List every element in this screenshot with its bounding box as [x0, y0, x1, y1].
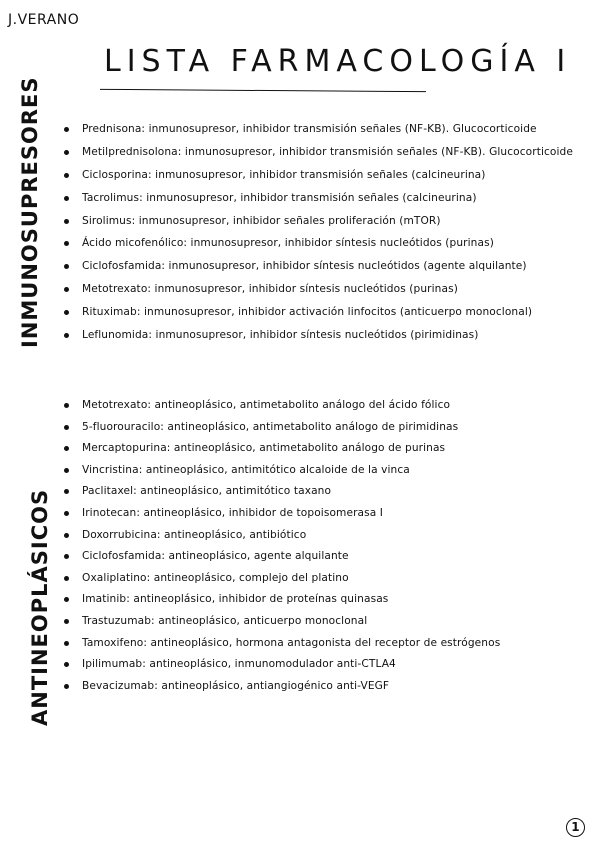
bullet-icon — [64, 554, 69, 559]
bullet-icon — [64, 241, 69, 246]
bullet-icon — [64, 619, 69, 624]
list-item-text: Oxaliplatino: antineoplásico, complejo del platino — [82, 571, 349, 584]
inmunosupresores-list — [58, 118, 573, 347]
list-item — [58, 118, 573, 141]
list-item-text: Ciclofosfamida: inmunosupresor, inhibidor síntesis nucleótidos (agente alquilante) — [82, 260, 527, 273]
list-item — [58, 395, 500, 417]
section-label-inmunosupresores: INMUNOSUPRESORES — [18, 76, 42, 348]
list-item-text: Irinotecan: antineoplásico, inhibidor de topoisomerasa I — [82, 506, 384, 519]
list-item-text: 5-fluorouracilo: antineoplásico, antimetabolito análogo de pirimidinas — [82, 420, 459, 433]
list-item-text: Doxorrubicina: antineoplásico, antibiótico — [82, 528, 307, 541]
bullet-icon — [64, 173, 69, 178]
list-item — [58, 589, 500, 611]
list-item — [58, 255, 573, 278]
list-item-text: Ciclofosfamida: antineoplásico, agente alquilante — [82, 550, 349, 563]
list-item-text: Sirolimus: inmunosupresor, inhibidor señales proliferación (mTOR) — [82, 214, 441, 227]
bullet-icon — [64, 127, 69, 132]
bullet-icon — [64, 425, 69, 430]
list-item-text: Paclitaxel: antineoplásico, antimitótico taxano — [82, 485, 332, 498]
list-item — [58, 503, 500, 525]
list-item-text: Ciclosporina: inmunosupresor, inhibidor transmisión señales (calcineurina) — [82, 168, 486, 181]
bullet-icon — [64, 511, 69, 516]
bullet-icon — [64, 219, 69, 224]
page-number: 1 — [566, 818, 585, 837]
list-item — [58, 633, 500, 655]
bullet-icon — [64, 641, 69, 646]
antineoplasicos-list — [58, 395, 500, 697]
list-item-text: Leflunomida: inmunosupresor, inhibidor síntesis nucleótidos (pirimidinas) — [82, 329, 479, 342]
list-item — [58, 187, 573, 210]
list-item — [58, 417, 500, 439]
list-item — [58, 278, 573, 301]
list-item — [58, 301, 573, 324]
list-item-text: Tacrolimus: inmunosupresor, inhibidor transmisión señales (calcineurina) — [82, 191, 477, 204]
list-item-text: Metotrexato: inmunosupresor, inhibidor síntesis nucleótidos (purinas) — [82, 283, 458, 296]
bullet-icon — [64, 333, 69, 338]
list-item-text: Ácido micofenólico: inmunosupresor, inhibidor síntesis nucleótidos (purinas) — [82, 237, 494, 250]
list-item-text: Ipilimumab: antineoplásico, inmunomodulador anti-CTLA4 — [82, 658, 396, 671]
title-underline — [100, 89, 426, 92]
list-item — [58, 210, 573, 233]
list-item — [58, 546, 500, 568]
author-name: J.VERANO — [8, 12, 80, 28]
bullet-icon — [64, 489, 69, 494]
bullet-icon — [64, 446, 69, 451]
bullet-icon — [64, 597, 69, 602]
list-item — [58, 676, 500, 698]
list-item — [58, 141, 573, 164]
list-item-text: Prednisona: inmunosupresor, inhibidor transmisión señales (NF-KB). Glucocorticoide — [82, 123, 537, 135]
list-item-text: Mercaptopurina: antineoplásico, antimetabolito análogo de purinas — [82, 442, 446, 455]
list-item — [58, 324, 573, 347]
bullet-icon — [64, 196, 69, 201]
list-item-text: Tamoxifeno: antineoplásico, hormona antagonista del receptor de estrógenos — [82, 636, 501, 649]
bullet-icon — [64, 662, 69, 667]
list-item — [58, 232, 573, 255]
list-item — [58, 654, 500, 676]
list-item-text: Metotrexato: antineoplásico, antimetabolito análogo del ácido fólico — [82, 399, 451, 411]
list-item-text: Trastuzumab: antineoplásico, anticuerpo monoclonal — [82, 614, 368, 627]
section-label-antineoplasicos: ANTINEOPLÁSICOS — [28, 488, 52, 726]
list-item — [58, 164, 573, 187]
bullet-icon — [64, 264, 69, 269]
list-item — [58, 611, 500, 633]
list-item-text: Metilprednisolona: inmunosupresor, inhibidor transmisión señales (NF-KB). Glucocorticoide — [82, 145, 573, 158]
bullet-icon — [64, 287, 69, 292]
list-item — [58, 481, 500, 503]
list-item — [58, 525, 500, 547]
bullet-icon — [64, 533, 69, 538]
list-item — [58, 438, 500, 460]
list-item-text: Bevacizumab: antineoplásico, antiangiogénico anti-VEGF — [82, 679, 390, 692]
bullet-icon — [64, 684, 69, 689]
bullet-icon — [64, 576, 69, 581]
list-item — [58, 460, 500, 482]
list-item-text: Rituximab: inmunosupresor, inhibidor activación linfocitos (anticuerpo monoclonal) — [82, 306, 533, 319]
list-item — [58, 568, 500, 590]
bullet-icon — [64, 310, 69, 315]
bullet-icon — [64, 150, 69, 155]
page-title: LISTA FARMACOLOGÍA I — [104, 44, 572, 79]
list-item-text: Vincristina: antineoplásico, antimitótico alcaloide de la vinca — [82, 463, 410, 476]
bullet-icon — [64, 468, 69, 473]
bullet-icon — [64, 403, 69, 408]
list-item-text: Imatinib: antineoplásico, inhibidor de proteínas quinasas — [82, 593, 389, 606]
